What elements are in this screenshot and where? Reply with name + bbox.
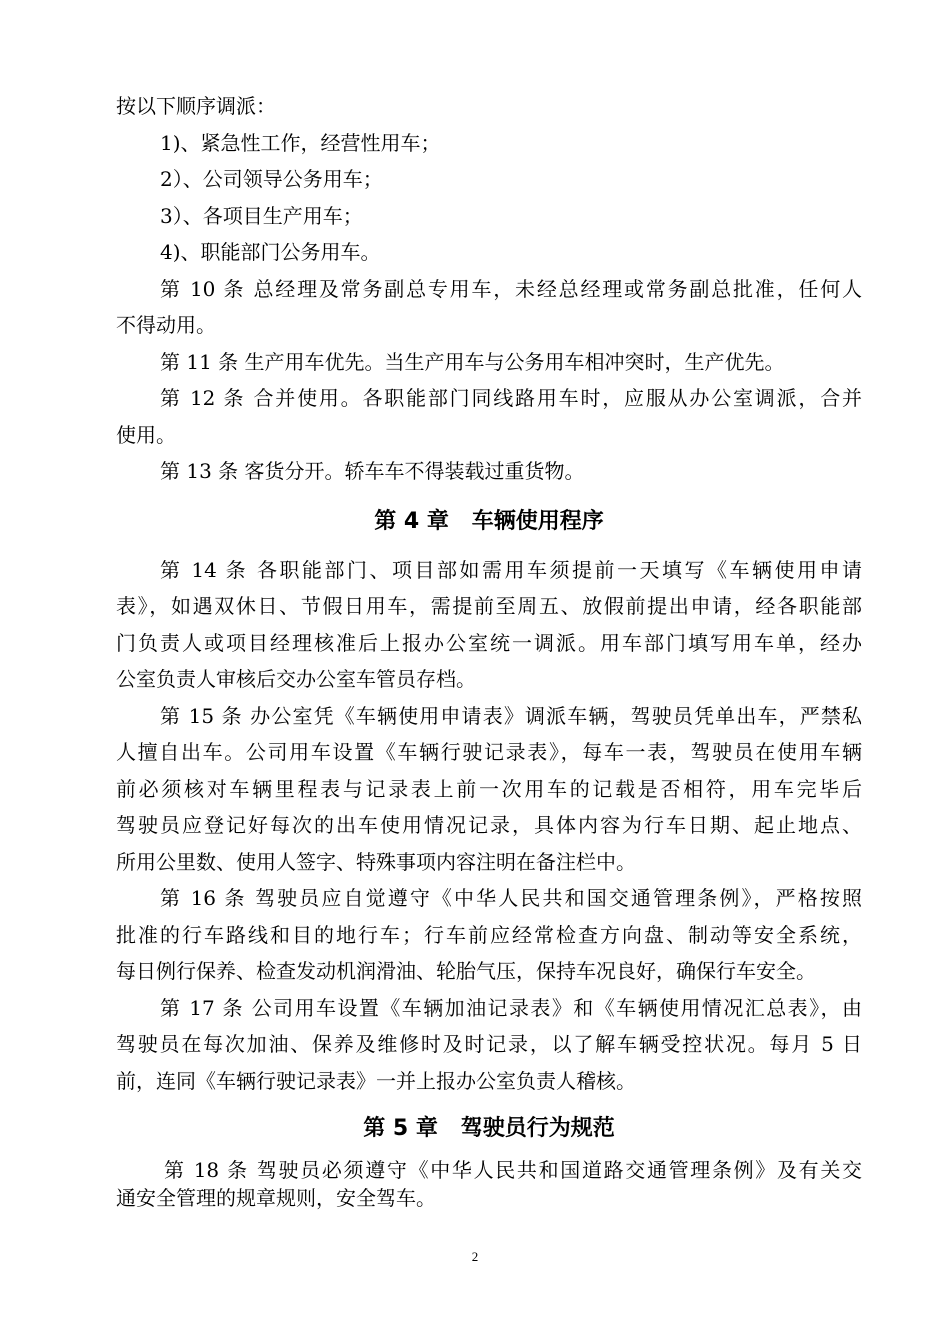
- paragraph-line: 第 15 条 办公室凭《车辆使用申请表》调派车辆，驾驶员凭单出车，严禁私: [160, 703, 862, 728]
- article-18: [116, 1156, 862, 1212]
- paragraph-line: 公室负责人审核后交办公室车管员存档。: [116, 667, 476, 691]
- list-item: 1)、紧急性工作，经营性用车；: [160, 130, 441, 155]
- article-14: [116, 552, 862, 698]
- article-11: [116, 344, 862, 381]
- article-15: [116, 698, 862, 881]
- paragraph-line: 前必须核对车辆里程表与记录表上前一次用车的记载是否相符，用车完毕后: [116, 776, 862, 801]
- chapter-heading: 第 4 章 车辆使用程序: [374, 508, 604, 534]
- paragraph-line: 不得动用。: [116, 313, 216, 337]
- document-body: [116, 88, 862, 1212]
- article-17: [116, 990, 862, 1100]
- paragraph-line: 每日例行保养、检查发动机润滑油、轮胎气压，保持车况良好，确保行车安全。: [116, 959, 816, 983]
- paragraph-line: 表》，如遇双休日、节假日用车，需提前至周五、放假前提出申请，经各职能部: [116, 594, 862, 618]
- paragraph-line: 按以下顺序调派：: [116, 94, 276, 118]
- paragraph-line: 第 12 条 合并使用。各职能部门同线路用车时，应服从办公室调派，合并: [160, 386, 862, 410]
- paragraph-line: 通安全管理的规章规则，安全驾车。: [116, 1186, 436, 1210]
- paragraph-line: 第 14 条 各职能部门、项目部如需用车须提前一天填写《车辆使用申请: [160, 557, 862, 582]
- paragraph-line: 驾驶员在每次加油、保养及维修时及时记录，以了解车辆受控状况。每月 5 日: [116, 1032, 862, 1056]
- article-12: [116, 380, 862, 453]
- article-10: [116, 271, 862, 344]
- article-16: [116, 880, 862, 990]
- paragraph-line: 所用公里数、使用人签字、特殊事项内容注明在备注栏中。: [116, 849, 636, 874]
- paragraph-line: 批准的行车路线和目的地行车；行车前应经常检查方向盘、制动等安全系统，: [116, 922, 862, 947]
- paragraph-line: 第 10 条 总经理及常务副总专用车，未经总经理或常务副总批准，任何人: [160, 276, 862, 301]
- paragraph-line: 使用。: [116, 422, 176, 447]
- paragraph-line: 第 18 条 驾驶员必须遵守《中华人民共和国道路交通管理条例》及有关交: [164, 1158, 862, 1182]
- paragraph-line: 驾驶员应登记好每次的出车使用情况记录，具体内容为行车日期、起止地点、: [116, 813, 862, 837]
- paragraph-line: 前，连同《车辆行驶记录表》一并上报办公室负责人稽核。: [116, 1068, 636, 1093]
- paragraph-line: 人擅自出车。公司用车设置《车辆行驶记录表》，每车一表，驾驶员在使用车辆: [116, 740, 862, 764]
- paragraph-line: 门负责人或项目经理核准后上报办公室统一调派。用车部门填写用车单，经办: [116, 630, 862, 655]
- article-13: [116, 453, 862, 490]
- paragraph-line: 第 17 条 公司用车设置《车辆加油记录表》和《车辆使用情况汇总表》，由: [160, 995, 862, 1020]
- chapter-heading: 第 5 章 驾驶员行为规范: [363, 1116, 615, 1141]
- paragraph-line: 第 13 条 客货分开。轿车车不得装载过重货物。: [160, 459, 585, 483]
- paragraph-line: 第 16 条 驾驶员应自觉遵守《中华人民共和国交通管理条例》，严格按照: [160, 886, 862, 910]
- paragraph-line: 第 11 条 生产用车优先。当生产用车与公务用车相冲突时，生产优先。: [160, 349, 785, 374]
- list-item: 4)、职能部门公务用车。: [160, 240, 381, 264]
- list-item: 2）、公司领导公务用车；: [160, 167, 383, 191]
- list-item: 3）、各项目生产用车；: [160, 203, 363, 228]
- page-number: 2: [471, 1249, 479, 1264]
